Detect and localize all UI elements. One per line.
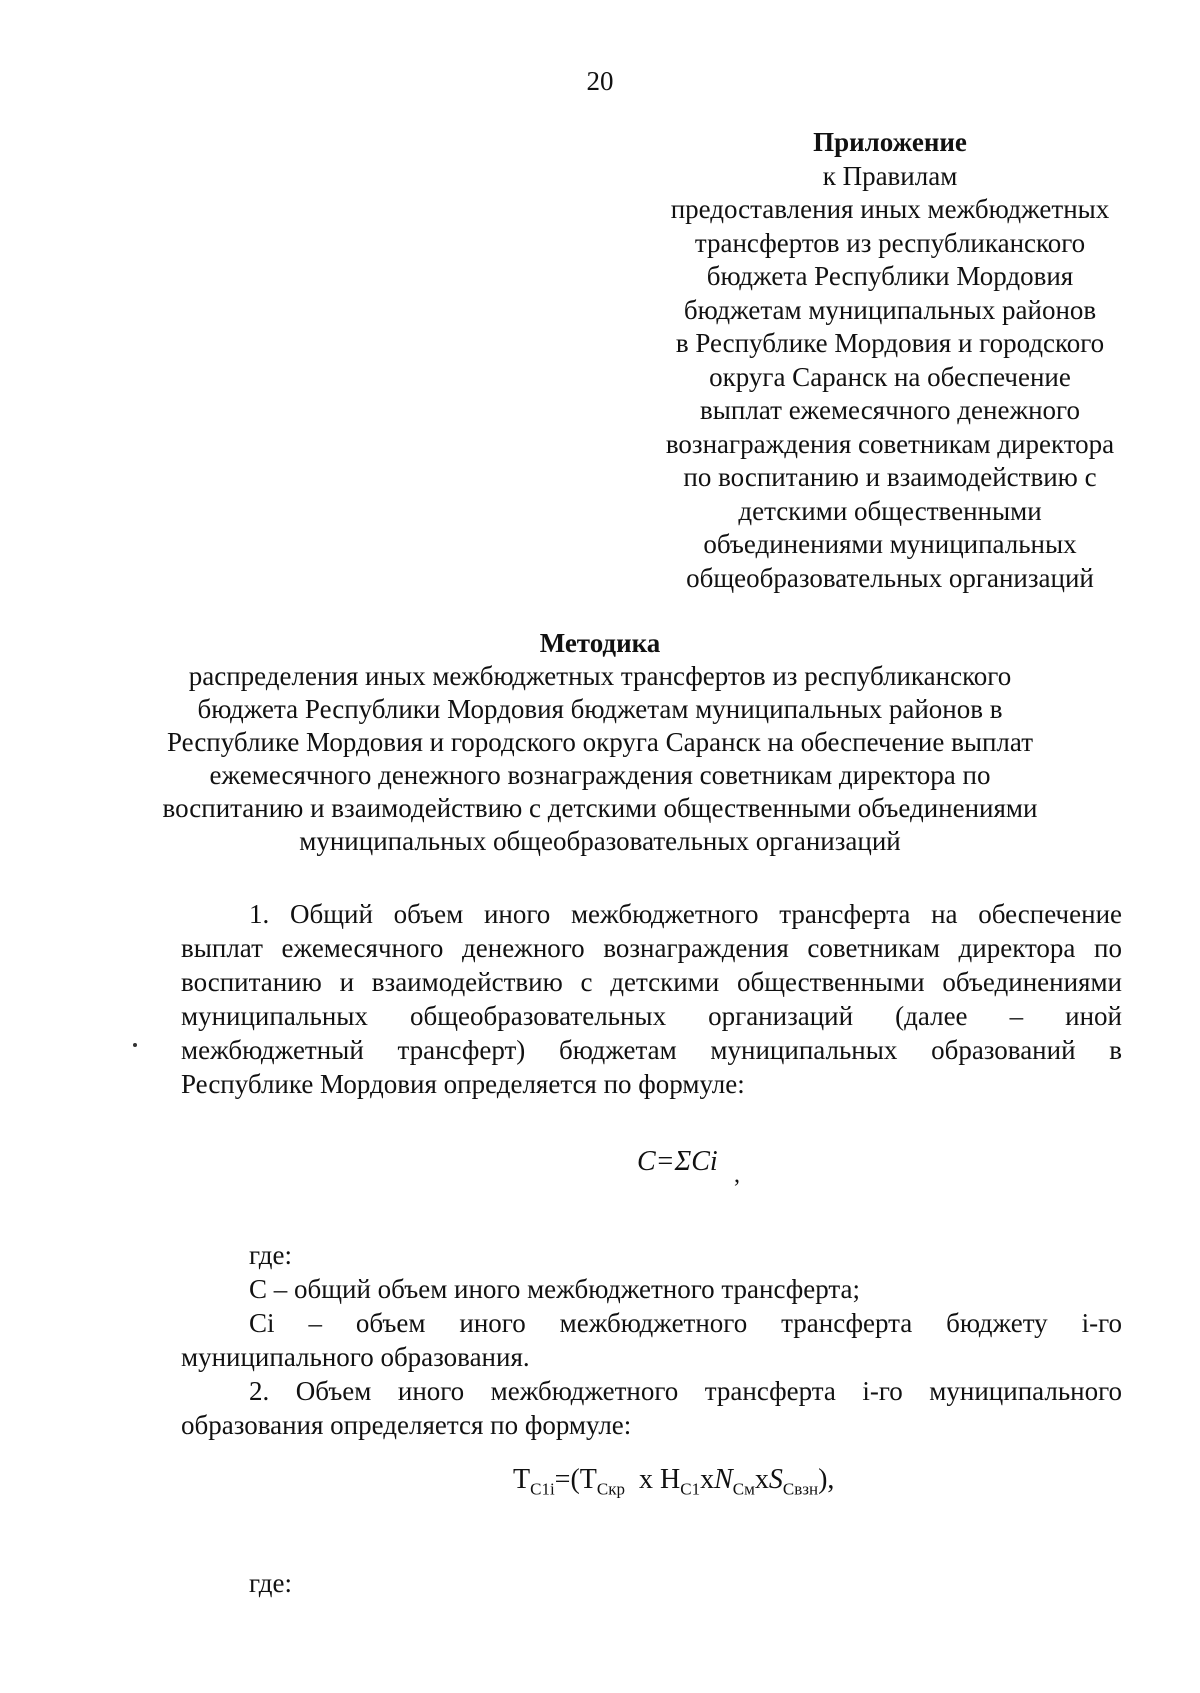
appendix-line: вознаграждения советникам директора <box>665 428 1115 459</box>
appendix-block <box>630 126 1150 595</box>
formula-part: =(Т <box>554 1464 597 1495</box>
formula-part: х <box>754 1464 769 1495</box>
where-label: где: <box>249 1240 292 1270</box>
appendix-line: трансфертов из республиканского <box>694 227 1086 258</box>
where-label-2: где: <box>249 1568 292 1598</box>
appendix-line: объединениями муниципальных <box>703 529 1077 559</box>
paragraph-1-line: 1. Общий объем иного межбюджетного трансферта на обеспечение <box>249 899 1122 929</box>
methodology-line: воспитанию и взаимодействию с детскими общественными объединениями <box>162 793 1038 823</box>
page-number: 20 <box>586 66 614 96</box>
paragraph-1-line: воспитанию и взаимодействию с детскими общественными объединениями <box>181 967 1122 997</box>
paragraph-1 <box>181 897 1122 1101</box>
formula-total <box>637 1146 718 1178</box>
definitions-2 <box>181 1566 1122 1600</box>
methodology-title: Методика <box>539 628 661 658</box>
definitions-1 <box>181 1238 1122 1442</box>
definition-c: С – общий объем иного межбюджетного трансферта; <box>249 1274 861 1304</box>
appendix-line: бюджетам муниципальных районов <box>683 294 1097 325</box>
paragraph-2-line-2: образования определяется по формуле: <box>181 1410 632 1440</box>
definition-ci-line-1: Ci – объем иного межбюджетного трансферта бюджету i-го <box>249 1308 1122 1338</box>
paragraph-2-line-1: 2. Объем иного межбюджетного трансферта i-го муниципального <box>249 1376 1122 1406</box>
appendix-line: детскими общественными <box>738 495 1042 526</box>
formula-part: х Н <box>639 1464 681 1495</box>
appendix-line: общеобразовательных организаций <box>686 562 1094 593</box>
methodology-line: Республике Мордовия и городского округа Саранск на обеспечение выплат <box>167 727 1033 757</box>
paragraph-1-last-line: Республике Мордовия определяется по формуле: <box>181 1069 745 1099</box>
methodology-heading <box>150 627 1050 858</box>
formula-subscript: Свзн <box>782 1479 819 1499</box>
appendix-line: предоставления иных межбюджетных <box>670 194 1110 224</box>
appendix-line: по воспитанию и взаимодействию с <box>683 462 1097 492</box>
appendix-line: к Правилам <box>822 160 958 191</box>
methodology-line: муниципальных общеобразовательных организаций <box>299 826 901 856</box>
formula-part: х <box>700 1464 715 1495</box>
formula-part: ), <box>818 1464 835 1495</box>
appendix-line: выплат ежемесячного денежного <box>700 395 1080 425</box>
formula-total-expression: C=ΣCi <box>637 1146 718 1177</box>
appendix-title: Приложение <box>813 127 967 157</box>
methodology-line: бюджета Республики Мордовия бюджетам муниципальных районов в <box>197 694 1003 724</box>
definition-ci-line-2: муниципального образования. <box>181 1342 530 1372</box>
appendix-line: в Республике Мордовия и городского <box>675 328 1105 358</box>
methodology-line: распределения иных межбюджетных трансфертов из республиканского <box>188 661 1012 691</box>
appendix-line: округа Саранск на обеспечение <box>709 361 1071 392</box>
formula-subscript: См <box>732 1479 755 1499</box>
formula-variable: N <box>714 1464 733 1495</box>
scan-speck <box>133 1043 137 1047</box>
formula-subscript: Скр <box>596 1479 625 1499</box>
paragraph-1-line: муниципальных общеобразовательных организаций (далее – иной <box>181 1001 1122 1031</box>
formula-subscript: С1 <box>680 1479 701 1499</box>
formula-subscript: C1i <box>530 1479 555 1499</box>
appendix-line: бюджета Республики Мордовия <box>706 261 1074 291</box>
paragraph-1-line: межбюджетный трансферт) бюджетам муниципальных образований в <box>181 1035 1122 1065</box>
formula-variable: S <box>768 1464 783 1495</box>
methodology-line: ежемесячного денежного вознаграждения советникам директора по <box>209 760 991 790</box>
formula-total-comma: , <box>734 1162 740 1188</box>
formula-part: Т <box>513 1464 531 1495</box>
formula-transfer <box>513 1464 834 1500</box>
paragraph-1-line: выплат ежемесячного денежного вознаграждения советникам директора по <box>181 933 1122 963</box>
